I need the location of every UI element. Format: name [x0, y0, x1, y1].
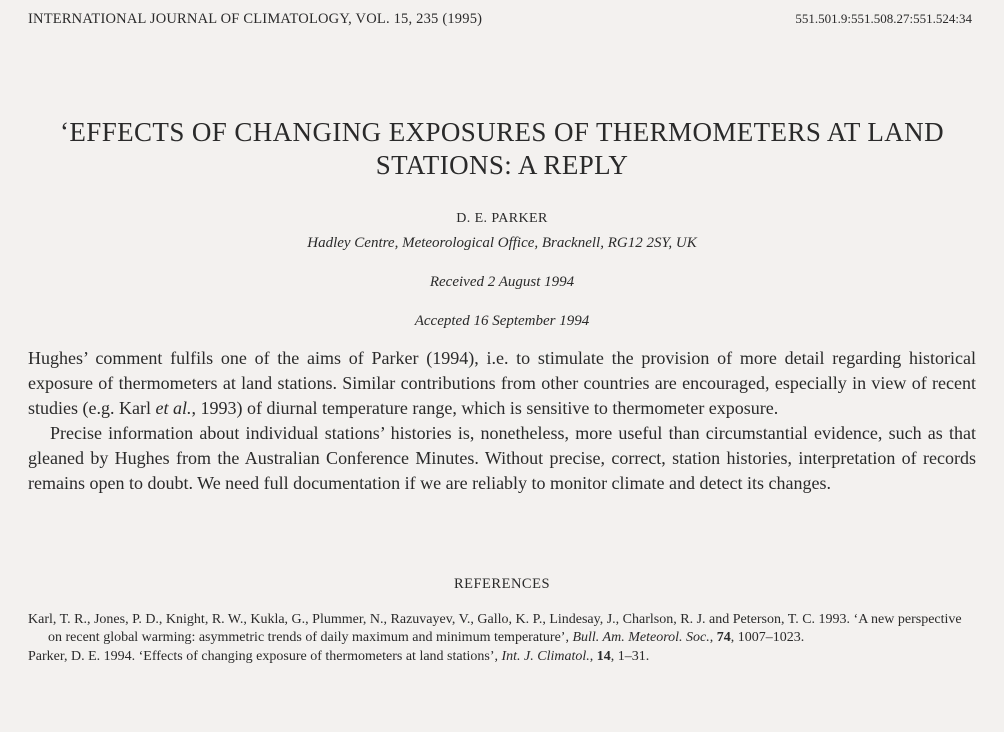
author-affiliation: Hadley Centre, Meteorological Office, Bracknell, RG12 2SY, UK — [307, 235, 697, 251]
reference-pages: , 1–31. — [610, 649, 650, 664]
reference-separator: , — [709, 630, 717, 645]
reference-journal: Int. J. Climatol. — [501, 649, 590, 664]
et-al-text: et al. — [155, 398, 192, 418]
journal-header: INTERNATIONAL JOURNAL OF CLIMATOLOGY, VOL. 15, 235 (1995) — [28, 11, 483, 27]
accepted-date: Accepted 16 September 1994 — [414, 313, 590, 329]
author-name: D. E. PARKER — [456, 211, 548, 226]
reference-item — [28, 611, 976, 647]
reference-volume: 14 — [596, 649, 611, 664]
reference-pages: , 1007–1023. — [730, 630, 805, 645]
reference-volume: 74 — [716, 630, 731, 645]
reference-separator: , — [589, 649, 597, 664]
references-heading: REFERENCES — [453, 576, 551, 592]
received-date: Received 2 August 1994 — [429, 274, 575, 290]
reference-text: Parker, D. E. 1994. ‘Effects of changing exposure of thermometers at land stations’, — [28, 649, 502, 664]
paragraph-1-text-b: , 1993) of diurnal temperature range, which is sensitive to thermometer exposure. — [191, 398, 779, 418]
paragraph-2: Precise information about individual stations’ histories is, nonetheless, more useful than circumstantial evidence, such as that gleaned by Hughes from the Australian Conference Minutes. Without precise, correct, station histories, interpretation of records remains open to doubt. We need full documentation if we are reliably to monitor climate and detect its changes. — [28, 423, 976, 493]
reference-item — [28, 648, 976, 666]
paragraph-1-text-a: Hughes’ comment fulfils one of the aims of Parker (1994), i.e. to stimulate the provision of more detail regarding historical exposure of thermometers at land stations. Similar contributions from other countries are encouraged, especially in view of recent studies (e.g. Karl — [28, 348, 976, 418]
article-body — [28, 346, 976, 496]
article-title: ‘EFFECTS OF CHANGING EXPOSURES OF THERMOMETERS AT LAND STATIONS: A REPLY — [60, 117, 944, 180]
references-list — [28, 611, 976, 667]
paragraph-1 — [28, 346, 976, 421]
reference-text: Karl, T. R., Jones, P. D., Knight, R. W., Kukla, G., Plummer, N., Razuvayev, V., Gallo, K. P., Lindesay, J., Charlson, R. J. and Peterson, T. C. 1993. ‘A new perspective on recent global warming: asymmetric trends of daily maximum and minimum temperature’, — [28, 612, 962, 645]
classification-code: 551.501.9:551.508.27:551.524:34 — [795, 11, 972, 26]
reference-journal: Bull. Am. Meteorol. Soc. — [572, 630, 710, 645]
